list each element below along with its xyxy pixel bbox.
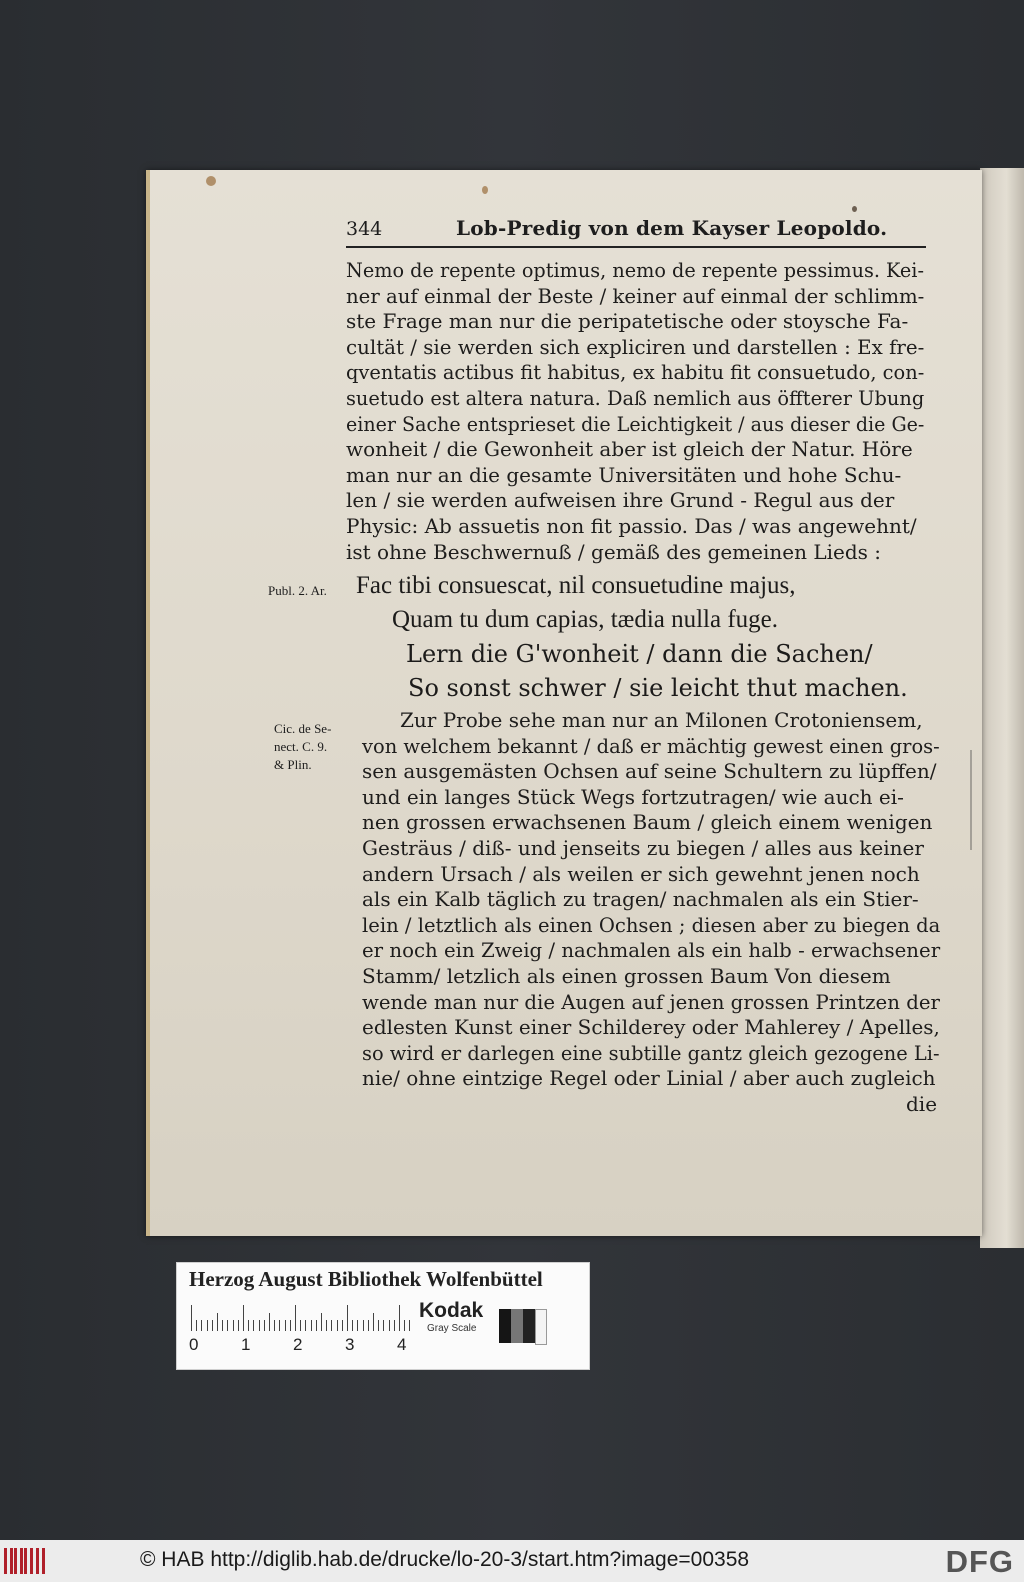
ruler-tick — [227, 1320, 228, 1331]
ruler-tick — [311, 1320, 312, 1331]
ruler-tick — [269, 1313, 270, 1331]
ruler-tick — [368, 1320, 369, 1331]
ruler-number: 2 — [293, 1335, 303, 1354]
ruler-tick — [248, 1320, 249, 1331]
ruler-tick — [357, 1320, 358, 1331]
ruler-tick — [233, 1320, 234, 1331]
text-line: als ein Kalb täglich zu tragen/ nachmalen als ein Stier- — [362, 887, 919, 912]
text-line: nie/ ohne eintzige Regel oder Linial / aber auch zugleich — [362, 1066, 936, 1091]
kodak-logo: Kodak — [419, 1299, 484, 1322]
text-line: ner auf einmal der Beste / keiner auf einmal der schlimm- — [346, 283, 925, 308]
text-line: sen ausgemästen Ochsen auf seine Schultern zu lüpffen/ — [362, 759, 937, 784]
ruler-tick — [409, 1320, 410, 1331]
ruler-tick — [217, 1313, 218, 1331]
ruler-tick — [259, 1320, 260, 1331]
ruler-tick — [264, 1320, 265, 1331]
ruler-tick — [363, 1320, 364, 1331]
ruler-tick — [316, 1320, 317, 1331]
running-header — [346, 216, 926, 248]
text-line: einer Sache entsprieset die Leichtigkeit / aus dieser die Ge- — [346, 411, 925, 436]
ruler-tick — [285, 1320, 286, 1331]
ruler-tick — [201, 1320, 202, 1331]
verse-line-2: Quam tu dum capias, tædia nulla fuge. — [392, 606, 779, 633]
logo-bar — [36, 1548, 39, 1574]
ruler-number: 3 — [345, 1335, 355, 1354]
text-line: andern Ursach / als weilen er sich gewehnt jenen noch — [362, 861, 920, 886]
color-target-card — [176, 1262, 590, 1370]
ruler-tick — [331, 1320, 332, 1331]
text-line: len / sie werden aufweisen ihre Grund - Regul aus der — [346, 488, 895, 513]
book-page — [146, 170, 982, 1236]
text-line: Physic: Ab assuetis non fit passio. Das / was angewehnt/ — [346, 514, 917, 538]
ruler-tick — [243, 1305, 244, 1331]
ruler-tick — [378, 1320, 379, 1331]
text-line: suetudo est altera natura. Daß nemlich aus öffterer Ubung — [346, 386, 925, 410]
text-line: Zur Probe sehe man nur an Milonen Crotoniensem, — [400, 708, 923, 732]
page-number: 344 — [346, 218, 383, 240]
text-line: so wird er darlegen eine subtille gantz gleich gezogene Li- — [362, 1040, 940, 1065]
ruler-tick — [212, 1320, 213, 1331]
logo-bar — [42, 1548, 45, 1574]
gutter-shadow — [970, 750, 972, 850]
hab-logo-icon — [4, 1548, 48, 1574]
ruler-tick — [404, 1320, 405, 1331]
text-line: qventatis actibus fit habitus, ex habitu fit consuetudo, con- — [346, 360, 925, 385]
stain — [852, 206, 857, 212]
gray-scale-label: Gray Scale — [427, 1323, 477, 1334]
text-line: cultät / sie werden sich expliciren und darstellen : Ex fre- — [346, 334, 925, 359]
gray-swatch-dark — [523, 1309, 535, 1343]
ruler-tick — [373, 1313, 374, 1331]
text-line: lein / letztlich als einen Ochsen ; diesen aber zu biegen da — [362, 912, 941, 937]
ruler-tick — [300, 1320, 301, 1331]
ruler-numbers — [185, 1335, 411, 1355]
ruler-tick — [326, 1320, 327, 1331]
ruler-tick — [352, 1320, 353, 1331]
text-line: ist ohne Beschwernuß / gemäß des gemeinen Lieds : — [346, 539, 881, 564]
verse-line-4: So sonst schwer / sie leicht thut machen. — [408, 674, 908, 702]
margin-note-publ: Publ. 2. Ar. — [268, 583, 327, 598]
footer-bar — [0, 1540, 1024, 1582]
ruler-tick — [196, 1320, 197, 1331]
ruler-tick — [238, 1320, 239, 1331]
ruler-tick — [383, 1320, 384, 1331]
ruler-tick — [295, 1305, 296, 1331]
text-line: wende man nur die Augen auf jenen grossen Printzen der — [362, 989, 940, 1014]
library-name: Herzog August Bibliothek Wolfenbüttel — [189, 1267, 543, 1291]
text-line: Stamm/ letzlich als einen grossen Baum Von diesem — [362, 964, 891, 988]
ruler-tick — [321, 1313, 322, 1331]
text-line: man nur an die gesamte Universitäten und hohe Schu- — [346, 462, 902, 487]
scale-ruler — [191, 1303, 409, 1331]
running-title: Lob-Predig von dem Kayser Leopoldo. — [456, 216, 888, 240]
text-line: edlesten Kunst einer Schilderey oder Mahlerey / Apelles, — [362, 1015, 940, 1040]
ruler-tick — [347, 1305, 348, 1331]
text-line: nen grossen erwachsenen Baum / gleich einem wenigen — [362, 810, 933, 835]
ruler-tick — [399, 1305, 400, 1331]
text-line: er noch ein Zweig / nachmalen als ein halb - erwachsener — [362, 938, 941, 963]
logo-bar — [4, 1548, 7, 1574]
ruler-tick — [253, 1320, 254, 1331]
ruler-number: 4 — [397, 1335, 407, 1354]
ruler-tick — [222, 1320, 223, 1331]
ruler-number: 1 — [241, 1335, 251, 1354]
ruler-tick — [191, 1305, 192, 1331]
logo-bar — [10, 1548, 13, 1574]
margin-note-cicero: Cic. de Se- nect. C. 9. & Plin. — [274, 721, 332, 772]
logo-bar — [20, 1548, 23, 1574]
text-line: Nemo de repente optimus, nemo de repente pessimus. Kei- — [346, 258, 924, 282]
ruler-tick — [279, 1320, 280, 1331]
logo-bar — [30, 1548, 33, 1574]
ruler-tick — [394, 1320, 395, 1331]
text-line: und ein langes Stück Wegs fortzutragen/ wie auch ei- — [362, 784, 904, 809]
gray-swatch-black — [499, 1309, 511, 1343]
stain — [482, 186, 488, 194]
ruler-number: 0 — [189, 1335, 199, 1354]
ruler-tick — [342, 1320, 343, 1331]
gray-swatch-mid — [511, 1309, 523, 1343]
copyright-link[interactable]: © HAB http://diglib.hab.de/drucke/lo-20-3/start.htm?image=00358 — [140, 1548, 750, 1571]
catchword: die — [906, 1092, 938, 1116]
ruler-tick — [207, 1320, 208, 1331]
page-edge — [980, 168, 1024, 1248]
text-line: Gesträus / diß- und jenseits zu biegen / alles aus keiner — [362, 836, 924, 860]
logo-bar — [24, 1548, 27, 1574]
gray-swatch-white — [535, 1309, 547, 1345]
logo-bar — [14, 1548, 17, 1574]
text-line: ste Frage man nur die peripatetische oder stoysche Fa- — [346, 309, 909, 334]
ruler-tick — [305, 1320, 306, 1331]
text-line: von welchem bekannt / daß er mächtig gewest einen gros- — [362, 733, 940, 758]
text-line: wonheit / die Gewonheit aber ist gleich der Natur. Höre — [346, 437, 913, 462]
ruler-tick — [337, 1320, 338, 1331]
verse-line-1: Fac tibi consuescat, nil consuetudine majus, — [356, 572, 796, 599]
ruler-tick — [274, 1320, 275, 1331]
ruler-tick — [290, 1320, 291, 1331]
ruler-tick — [389, 1320, 390, 1331]
dfg-logo: DFG — [945, 1544, 1014, 1579]
stain — [206, 176, 216, 186]
verse-line-3: Lern die G'wonheit / dann die Sachen/ — [406, 640, 873, 668]
